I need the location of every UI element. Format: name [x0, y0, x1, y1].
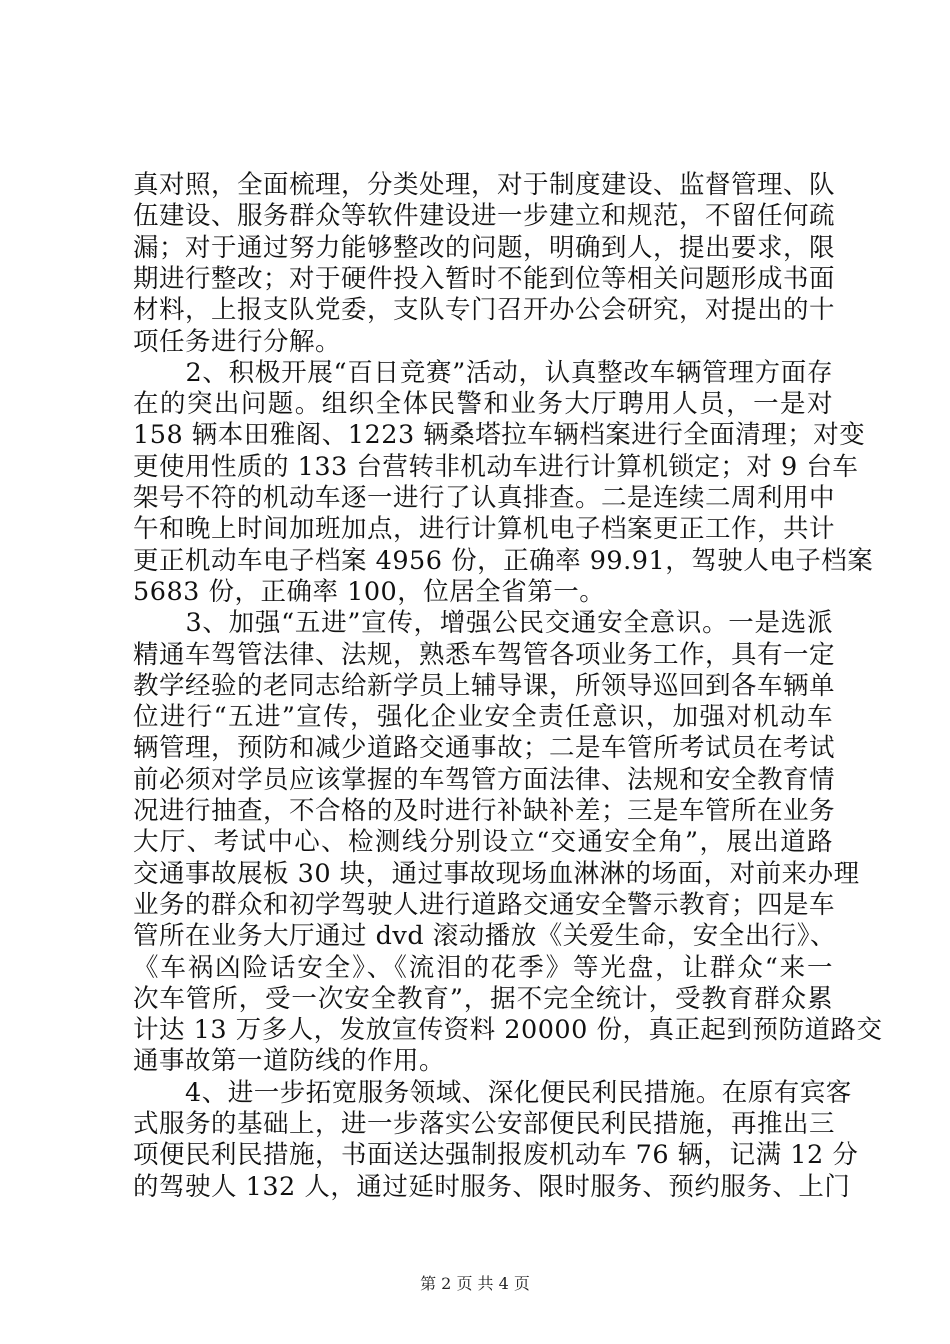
text-line: 的驾驶人 132 人，通过延时服务、限时服务、预约服务、上门 — [133, 1171, 851, 1202]
text-line: 项便民利民措施，书面送达强制报废机动车 76 辆，记满 12 分 — [133, 1140, 859, 1171]
page-number-footer: 第 2 页 共 4 页 — [420, 1274, 530, 1293]
text-line: 业务的群众和初学驾驶人进行道路交通安全警示教育；四是车 — [133, 889, 836, 920]
text-line: 辆管理，预防和减少道路交通事故；二是车管所考试员在考试 — [133, 733, 836, 764]
text-line: 位进行“五进”宣传，强化企业安全责任意识，加强对机动车 — [133, 702, 833, 733]
text-line: 管所在业务大厅通过 dvd 滚动播放《关爱生命，安全出行》、 — [133, 921, 837, 952]
text-line: 教学经验的老同志给新学员上辅导课，所领导巡回到各车辆单 — [133, 670, 836, 701]
text-line: 式服务的基础上，进一步落实公安部便民利民措施，再推出三 — [133, 1109, 836, 1139]
text-line: 架号不符的机动车逐一进行了认真排查。二是连续二周利用中 — [133, 483, 836, 513]
text-line: 交通事故展板 30 块，通过事故现场血淋淋的场面，对前来办理 — [133, 858, 860, 889]
text-line: 更正机动车电子档案 4956 份，正确率 99.91，驾驶人电子档案 — [133, 545, 874, 576]
text-line: 项任务进行分解。 — [133, 326, 342, 357]
text-line: 3、加强“五进”宣传，增强公民交通安全意识。一是选派 — [133, 608, 833, 639]
text-line: 4、进一步拓宽服务领域、深化便民利民措施。在原有宾客 — [133, 1077, 852, 1108]
text-line: 大厅、考试中心、检测线分别设立“交通安全角”，展出道路 — [133, 827, 833, 858]
text-line: 伍建设、服务群众等软件建设进一步建立和规范，不留任何疏 — [133, 201, 836, 232]
text-line: 期进行整改；对于硬件投入暂时不能到位等相关问题形成书面 — [133, 263, 836, 294]
text-line: 材料，上报支队党委，支队专门召开办公会研究，对提出的十 — [133, 295, 836, 326]
text-line: 次车管所，受一次安全教育”，据不完全统计，受教育群众累 — [133, 983, 833, 1014]
text-line: 在的突出问题。组织全体民警和业务大厅聘用人员，一是对 — [133, 389, 833, 420]
text-line: 计达 13 万多人，发放宣传资料 20000 份，真正起到预防道路交 — [133, 1015, 883, 1046]
text-line: 午和晚上时间加班加点，进行计算机电子档案更正工作，共计 — [133, 514, 836, 545]
text-line: 漏；对于通过努力能够整改的问题，明确到人，提出要求，限 — [133, 232, 836, 263]
text-line: 2、积极开展“百日竞赛”活动，认真整改车辆管理方面存 — [133, 357, 833, 388]
text-line: 前必须对学员应该掌握的车驾管方面法律、法规和安全教育情 — [133, 764, 836, 795]
text-line: 通事故第一道防线的作用。 — [133, 1046, 446, 1077]
text-line: 精通车驾管法律、法规，熟悉车驾管各项业务工作，具有一定 — [133, 639, 836, 670]
text-line: 158 辆本田雅阁、1223 辆桑塔拉车辆档案进行全面清理；对变 — [133, 420, 866, 451]
text-line: 真对照，全面梳理，分类处理，对于制度建设、监督管理、队 — [133, 170, 836, 200]
text-line: 更使用性质的 133 台营转非机动车进行计算机锁定；对 9 台车 — [133, 451, 859, 482]
text-line: 5683 份，正确率 100，位居全省第一。 — [133, 576, 606, 607]
text-line: 《车祸凶险话安全》、《流泪的花季》等光盘，让群众“来一 — [133, 952, 833, 983]
text-line: 况进行抽查，不合格的及时进行补缺补差；三是车管所在业务 — [133, 796, 836, 826]
